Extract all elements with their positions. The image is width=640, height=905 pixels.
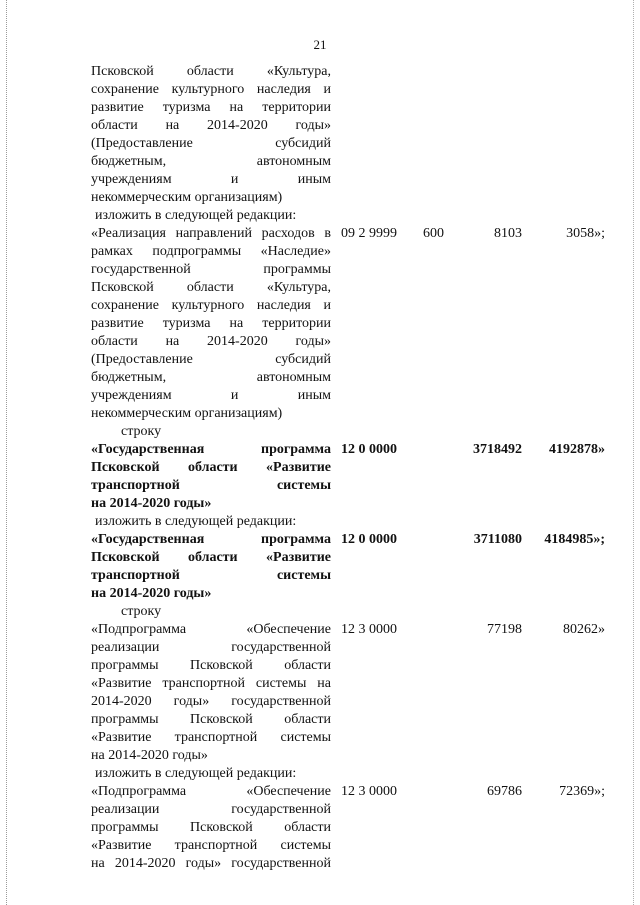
text-line: области на 2014-2020 годы» xyxy=(91,118,331,133)
text-line: программы Псковской области xyxy=(91,820,331,835)
amount-2014-cell: 77198 xyxy=(487,622,522,637)
text-line: бюджетным, автономным xyxy=(91,370,331,385)
text-line: развитие туризма на территории xyxy=(91,100,331,115)
text-line: транспортной системы xyxy=(91,478,331,493)
text-line: на 2014-2020 годы» государственной xyxy=(91,856,331,871)
text-line: на 2014-2020 годы» xyxy=(91,748,208,763)
text-line: Псковской области «Культура, xyxy=(91,64,331,79)
text-line: учреждениям и иным xyxy=(91,388,331,403)
text-line: Псковской области «Развитие xyxy=(91,550,331,565)
text-line: сохранение культурного наследия и xyxy=(91,82,331,97)
text-line: «Развитие транспортной системы xyxy=(91,730,331,745)
text-line: учреждениям и иным xyxy=(91,172,331,187)
text-line: 2014-2020 годы» государственной xyxy=(91,694,331,709)
text-line: государственной программы xyxy=(91,262,331,277)
text-line: реализации государственной xyxy=(91,802,331,817)
text-line: программы Псковской области xyxy=(91,658,331,673)
text-line: «Государственная программа xyxy=(91,532,331,547)
amount-2014-cell: 8103 xyxy=(494,226,522,241)
text-line: «Подпрограмма «Обеспечение xyxy=(91,622,331,637)
expense-type-cell: 600 xyxy=(423,226,444,241)
page-number: 21 xyxy=(313,37,327,52)
text-line: строку xyxy=(121,424,162,439)
code-cell: 09 2 9999 xyxy=(341,226,397,241)
text-line: некоммерческим организациям) xyxy=(91,190,283,205)
text-line: на 2014-2020 годы» xyxy=(91,496,212,511)
text-line: (Предоставление субсидий xyxy=(91,352,331,367)
text-line: сохранение культурного наследия и xyxy=(91,298,331,313)
scan-edge-right xyxy=(633,0,635,905)
text-line: «Развитие транспортной системы на xyxy=(91,676,331,691)
code-cell: 12 0 0000 xyxy=(341,442,397,457)
text-line: развитие туризма на территории xyxy=(91,316,331,331)
text-line: «Подпрограмма «Обеспечение xyxy=(91,784,331,799)
text-line: на 2014-2020 годы» xyxy=(91,586,212,601)
amount-2015-cell: 4184985»; xyxy=(544,532,605,547)
text-line: «Реализация направлений расходов в xyxy=(91,226,331,241)
text-line: «Развитие транспортной системы xyxy=(91,838,331,853)
text-line: Псковской области «Культура, xyxy=(91,280,331,295)
amount-2014-cell: 3718492 xyxy=(473,442,522,457)
text-line: реализации государственной xyxy=(91,640,331,655)
text-line: некоммерческим организациям) xyxy=(91,406,283,421)
amount-2015-cell: 72369»; xyxy=(559,784,605,799)
text-line: программы Псковской области xyxy=(91,712,331,727)
scan-edge-left xyxy=(6,0,8,905)
text-line: рамках подпрограммы «Наследие» xyxy=(91,244,331,259)
amount-2015-cell: 80262» xyxy=(563,622,605,637)
text-line: изложить в следующей редакции: xyxy=(95,514,297,529)
text-line: изложить в следующей редакции: xyxy=(95,208,297,223)
code-cell: 12 0 0000 xyxy=(341,532,397,547)
text-line: (Предоставление субсидий xyxy=(91,136,331,151)
text-line: строку xyxy=(121,604,162,619)
amount-2015-cell: 3058»; xyxy=(566,226,605,241)
code-cell: 12 3 0000 xyxy=(341,784,397,799)
text-line: бюджетным, автономным xyxy=(91,154,331,169)
code-cell: 12 3 0000 xyxy=(341,622,397,637)
text-line: изложить в следующей редакции: xyxy=(95,766,297,781)
text-line: Псковской области «Развитие xyxy=(91,460,331,475)
amount-2015-cell: 4192878» xyxy=(549,442,605,457)
text-line: области на 2014-2020 годы» xyxy=(91,334,331,349)
amount-2014-cell: 69786 xyxy=(487,784,522,799)
text-line: «Государственная программа xyxy=(91,442,331,457)
amount-2014-cell: 3711080 xyxy=(473,532,522,547)
text-line: транспортной системы xyxy=(91,568,331,583)
